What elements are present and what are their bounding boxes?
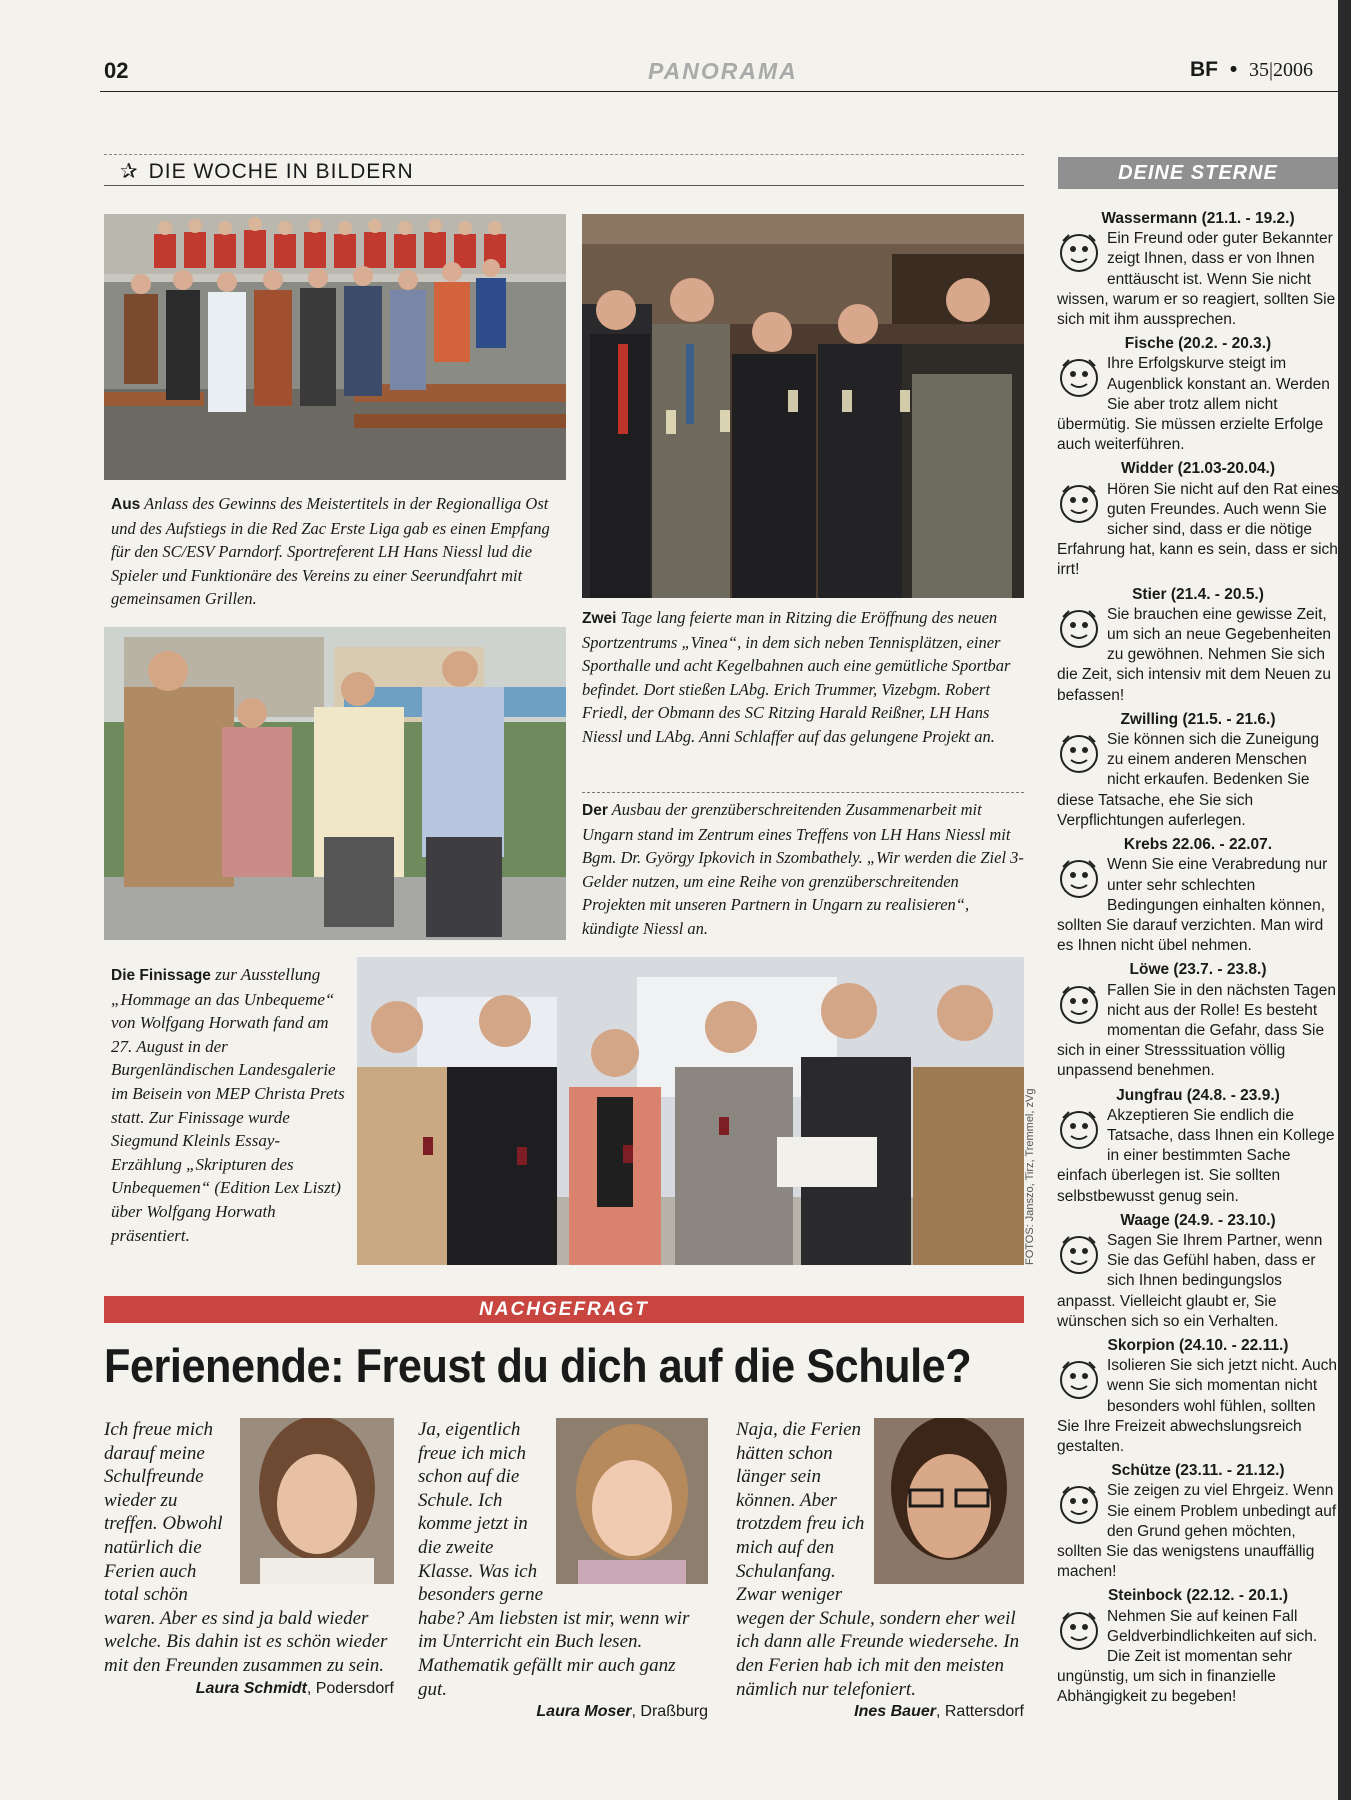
horoscope-sign-name: Waage (24.9. - 23.10.)	[1120, 1211, 1276, 1229]
horoscope-entry	[1057, 1461, 1339, 1582]
horoscope-sign-text: Sie zeigen zu viel Ehrgeiz. Wenn Sie einem Problem unbedingt auf den Grund gehen möchten, sollten Sie das wenigstens unauffällig machen!	[1057, 1482, 1337, 1581]
libra-icon	[1057, 1233, 1101, 1277]
horoscope-sign-text: Ein Freund oder guter Bekannter zeigt Ihnen, dass er von Ihnen enttäuscht ist. Wenn Sie nicht wissen, warum er so reagiert, sollten Sie sich mit ihm aussprechen.	[1057, 230, 1336, 329]
team-photo	[104, 214, 566, 480]
horoscope-sign-text: Sie brauchen eine gewisse Zeit, um sich an neue Gegebenheiten zu gewöhnen. Nehmen Sie sich die Zeit, sich intensiv mit dem Neuen zu befassen!	[1057, 605, 1332, 704]
finissage-caption-lead: Die Finissage	[111, 967, 211, 984]
horoscope-sign-body	[1057, 1356, 1339, 1457]
horoscope-entry	[1057, 1086, 1339, 1207]
vinea-caption	[582, 606, 1024, 748]
answer-3-name: Ines Bauer	[854, 1703, 936, 1721]
horoscope-entry	[1057, 334, 1339, 455]
horoscope-sign-name: Wassermann (21.1. - 19.2.)	[1101, 210, 1295, 227]
answer-1-text: Ich freue mich darauf meine Schulfreunde wieder zu treffen. Obwohl natürlich die Ferien auch total schön waren. Aber es sind ja bald wieder welche. Bis dahin ist es schön wieder mit den Freunden zusammen zu sein.	[104, 1419, 388, 1676]
horoscope-sign-body	[1057, 354, 1339, 455]
gemini-icon	[1057, 732, 1101, 776]
horoscope-sign-name: Zwilling (21.5. - 21.6.)	[1120, 710, 1276, 728]
answer-3-signer	[736, 1703, 1024, 1721]
answer-1-portrait	[240, 1418, 394, 1584]
horoscope-sign-name: Jungfrau (24.8. - 23.9.)	[1116, 1086, 1280, 1104]
finissage-caption-text: zur Ausstellung „Hommage an das Unbequeme“ von Wolfgang Horwath fand am 27. August in der Burgenländischen Landesgalerie im Beisein von MEP Christa Prets statt. Zur Finissage wurde Siegmund Kleinls Essay-Erzählung „Skripturen des Unbequemen“ (Edition Lex Liszt) über Wolfgang Horwath präsentiert.	[111, 965, 345, 1245]
answer-3-text: Naja, die Ferien hätten schon länger sein können. Aber trotzdem freu ich mich auf den Schulanfang. Zwar weniger wegen der Schule, sondern eher weil ich dann alle Freunde wiedersehe. In den Ferien hab ich mit den meisten nämlich nur telefoniert.	[736, 1419, 1020, 1700]
caption-separator	[582, 792, 1024, 793]
ungarn-caption-text: Ausbau der grenzüberschreitenden Zusammenarbeit mit Ungarn stand im Zentrum eines Treffens von LH Hans Niessl mit Bgm. Dr. György Ipkovich in Szombathely. „Wir werden die Ziel 3-Gelder nutzen, um eine Reihe von grenzüberschreitenden Projekten mit unseren Partnern in Ungarn zu realisieren“, kündigte Niessl an.	[582, 800, 1024, 938]
team-caption-lead: Aus	[111, 496, 141, 513]
horoscope-sign-name: Steinbock (22.12. - 20.1.)	[1107, 1587, 1289, 1605]
horoscope-entry	[1057, 1336, 1339, 1457]
horoscope-sign-body	[1057, 1231, 1339, 1332]
ungarn-caption-lead: Der	[582, 802, 608, 819]
vinea-caption-lead: Zwei	[582, 610, 617, 627]
horoscope-sign-body	[1057, 605, 1339, 706]
answer-1-name: Laura Schmidt	[195, 1679, 307, 1697]
horoscope-sign-name: Fische (20.2. - 20.3.)	[1124, 335, 1272, 353]
pisces-icon	[1057, 356, 1101, 400]
woche-top-dash	[104, 154, 1024, 155]
answer-3-portrait	[874, 1418, 1024, 1584]
sagittarius-icon	[1057, 1483, 1101, 1527]
aquarius-icon	[1057, 231, 1101, 275]
page-number: 02	[104, 58, 129, 83]
horoscope-sign-body	[1057, 855, 1339, 956]
horoscope-sign-text: Sagen Sie Ihrem Partner, wenn Sie das Gefühl haben, dass er sich Ihnen bedingungslos anpasst. Vielleicht glaubt er, Sie wünschen sich so ein Verhalten.	[1057, 1231, 1323, 1330]
horoscope-entry	[1057, 960, 1339, 1081]
answer-2-portrait	[556, 1418, 708, 1584]
photo-credit: FOTOS: Janszo, Tirz, Tremmel, zVg	[1024, 1088, 1036, 1265]
answer-2-place: , Draßburg	[631, 1703, 708, 1721]
ungarn-caption	[582, 798, 1024, 940]
horoscope-sign-name: Löwe (23.7. - 23.8.)	[1129, 961, 1267, 979]
answer-2-name: Laura Moser	[536, 1703, 632, 1721]
capricorn-icon	[1057, 1609, 1101, 1653]
horoscope-sign-text: Fallen Sie in den nächsten Tagen nicht aus der Rolle! Es besteht momentan die Gefahr, dass Sie sich in einer Stresssituation völlig unpassend benehmen.	[1057, 981, 1336, 1080]
aries-icon	[1057, 482, 1101, 526]
answer-1-place: , Podersdorf	[306, 1679, 394, 1697]
answer-2	[418, 1418, 708, 1721]
horoscope-sign-body	[1057, 730, 1339, 831]
horoscope-list	[1057, 209, 1339, 1712]
publication-info	[1190, 58, 1313, 82]
horoscope-sign-body	[1057, 1607, 1339, 1708]
horoscope-sign-name: Stier (21.4. - 20.5.)	[1132, 585, 1264, 603]
cancer-icon	[1057, 857, 1101, 901]
horoscope-sign-text: Isolieren Sie sich jetzt nicht. Auch wenn Sie sich momentan nicht besonders wohl fühlen, sollten Sie Ihre Freizeit abwechslungsreich gestalten.	[1057, 1357, 1338, 1455]
publication-name: BF	[1190, 58, 1218, 81]
vinea-photo	[582, 214, 1024, 598]
horoscope-sign-text: Hören Sie nicht auf den Rat eines guten Freundes. Auch wenn Sie sicher sind, dass er die nötige Erfahrung hat, kann es sein, dass er sich irrt!	[1057, 480, 1339, 579]
answer-3	[736, 1418, 1024, 1721]
meeting-photo	[104, 627, 566, 940]
sterne-heading: DEINE STERNE	[1058, 157, 1338, 189]
scorpio-icon	[1057, 1358, 1101, 1402]
horoscope-entry	[1057, 710, 1339, 831]
horoscope-sign-text: Ihre Erfolgskurve steigt im Augenblick konstant an. Werden Sie aber trotz allem nicht übermütig. Sie müssen erzielte Erfolge auch weiterführen.	[1057, 355, 1330, 454]
horoscope-sign-body	[1057, 981, 1339, 1082]
horoscope-sign-text: Akzeptieren Sie endlich die Tatsache, dass Ihnen ein Kollege in einer bestimmten Sache einfach überlegen ist. Sie sollten selbstbewusst genug sein.	[1057, 1106, 1335, 1205]
header-rule	[100, 91, 1340, 92]
issue-number: 35|2006	[1249, 59, 1314, 81]
horoscope-sign-name: Skorpion (24.10. - 22.11.)	[1107, 1336, 1289, 1354]
woche-title: DIE WOCHE IN BILDERN	[148, 160, 414, 183]
finissage-caption	[111, 963, 349, 1247]
horoscope-entry	[1057, 1211, 1339, 1332]
team-caption	[111, 492, 566, 611]
woche-heading	[120, 159, 414, 184]
nachgefragt-bar: NACHGEFRAGT	[104, 1296, 1024, 1323]
answer-2-text: Ja, eigentlich freue ich mich schon auf die Schule. Ich komme jetzt in die zweite Klasse. Was ich besonders gerne habe? Am liebsten ist mir, wenn wir im Unterricht ein Buch lesen. Mathematik gefällt mir auch ganz gut.	[418, 1419, 690, 1700]
section-title: PANORAMA	[648, 58, 798, 84]
horoscope-entry	[1057, 209, 1339, 330]
horoscope-sign-body	[1057, 1106, 1339, 1207]
answer-2-signer	[418, 1703, 708, 1721]
answer-1	[104, 1418, 394, 1698]
horoscope-sign-body	[1057, 229, 1339, 330]
leo-icon	[1057, 983, 1101, 1027]
star-icon: ✰	[120, 160, 139, 183]
horoscope-sign-body	[1057, 480, 1339, 581]
vinea-caption-text: Tage lang feierte man in Ritzing die Eröffnung des neuen Sportzentrums „Vinea“, in dem sich neben Tennisplätzen, einer Sporthalle und acht Kegelbahnen auch eine gemütliche Sportbar befindet. Dort stießen LAbg. Erich Trummer, Vizebgm. Robert Friedl, der Obmann des SC Ritzing Harald Reißner, LH Hans Niessl und LAbg. Anni Schlaffer auf das gelungene Projekt an.	[582, 608, 1011, 746]
woche-bottom-rule	[104, 185, 1024, 186]
answer-3-place: , Rattersdorf	[935, 1703, 1024, 1721]
answer-1-signer	[104, 1680, 394, 1698]
nachgefragt-headline: Ferienende: Freust du dich auf die Schule?	[104, 1339, 972, 1392]
taurus-icon	[1057, 607, 1101, 651]
horoscope-sign-name: Krebs 22.06. - 22.07.	[1123, 836, 1273, 854]
horoscope-entry	[1057, 585, 1339, 706]
finissage-photo	[357, 957, 1024, 1265]
page-edge-shadow	[1338, 0, 1351, 1800]
virgo-icon	[1057, 1108, 1101, 1152]
horoscope-sign-text: Wenn Sie eine Verabredung nur unter sehr schlechten Bedingungen einhalten können, sollten Sie darauf verzichten. Man wird es Ihnen nicht übel nehmen.	[1057, 856, 1328, 955]
horoscope-sign-name: Widder (21.03-20.04.)	[1120, 460, 1276, 478]
bullet: •	[1229, 58, 1238, 81]
horoscope-sign-name: Schütze (23.11. - 21.12.)	[1111, 1462, 1285, 1480]
team-caption-text: Anlass des Gewinns des Meistertitels in der Regionalliga Ost und des Aufstiegs in die Red Zac Erste Liga gab es einen Empfang für den SC/ESV Parndorf. Sportreferent LH Hans Niessl lud die Spieler und Funktionäre des Vereins zu einer Seerundfahrt mit gemeinsamen Grillen.	[111, 494, 550, 608]
horoscope-entry	[1057, 459, 1339, 580]
horoscope-sign-body	[1057, 1481, 1339, 1582]
horoscope-sign-text: Sie können sich die Zuneigung zu einem anderen Menschen nicht erkaufen. Bedenken Sie diese Tatsache, ehe Sie sich Verpflichtungen auferlegen.	[1057, 731, 1319, 829]
horoscope-entry	[1057, 1586, 1339, 1707]
horoscope-entry	[1057, 835, 1339, 956]
horoscope-sign-text: Nehmen Sie auf keinen Fall Geldverbindlichkeiten auf sich. Die Zeit ist momentan sehr ungünstig, um sich in finanzielle Abhängigkeit zu begeben!	[1057, 1607, 1318, 1706]
